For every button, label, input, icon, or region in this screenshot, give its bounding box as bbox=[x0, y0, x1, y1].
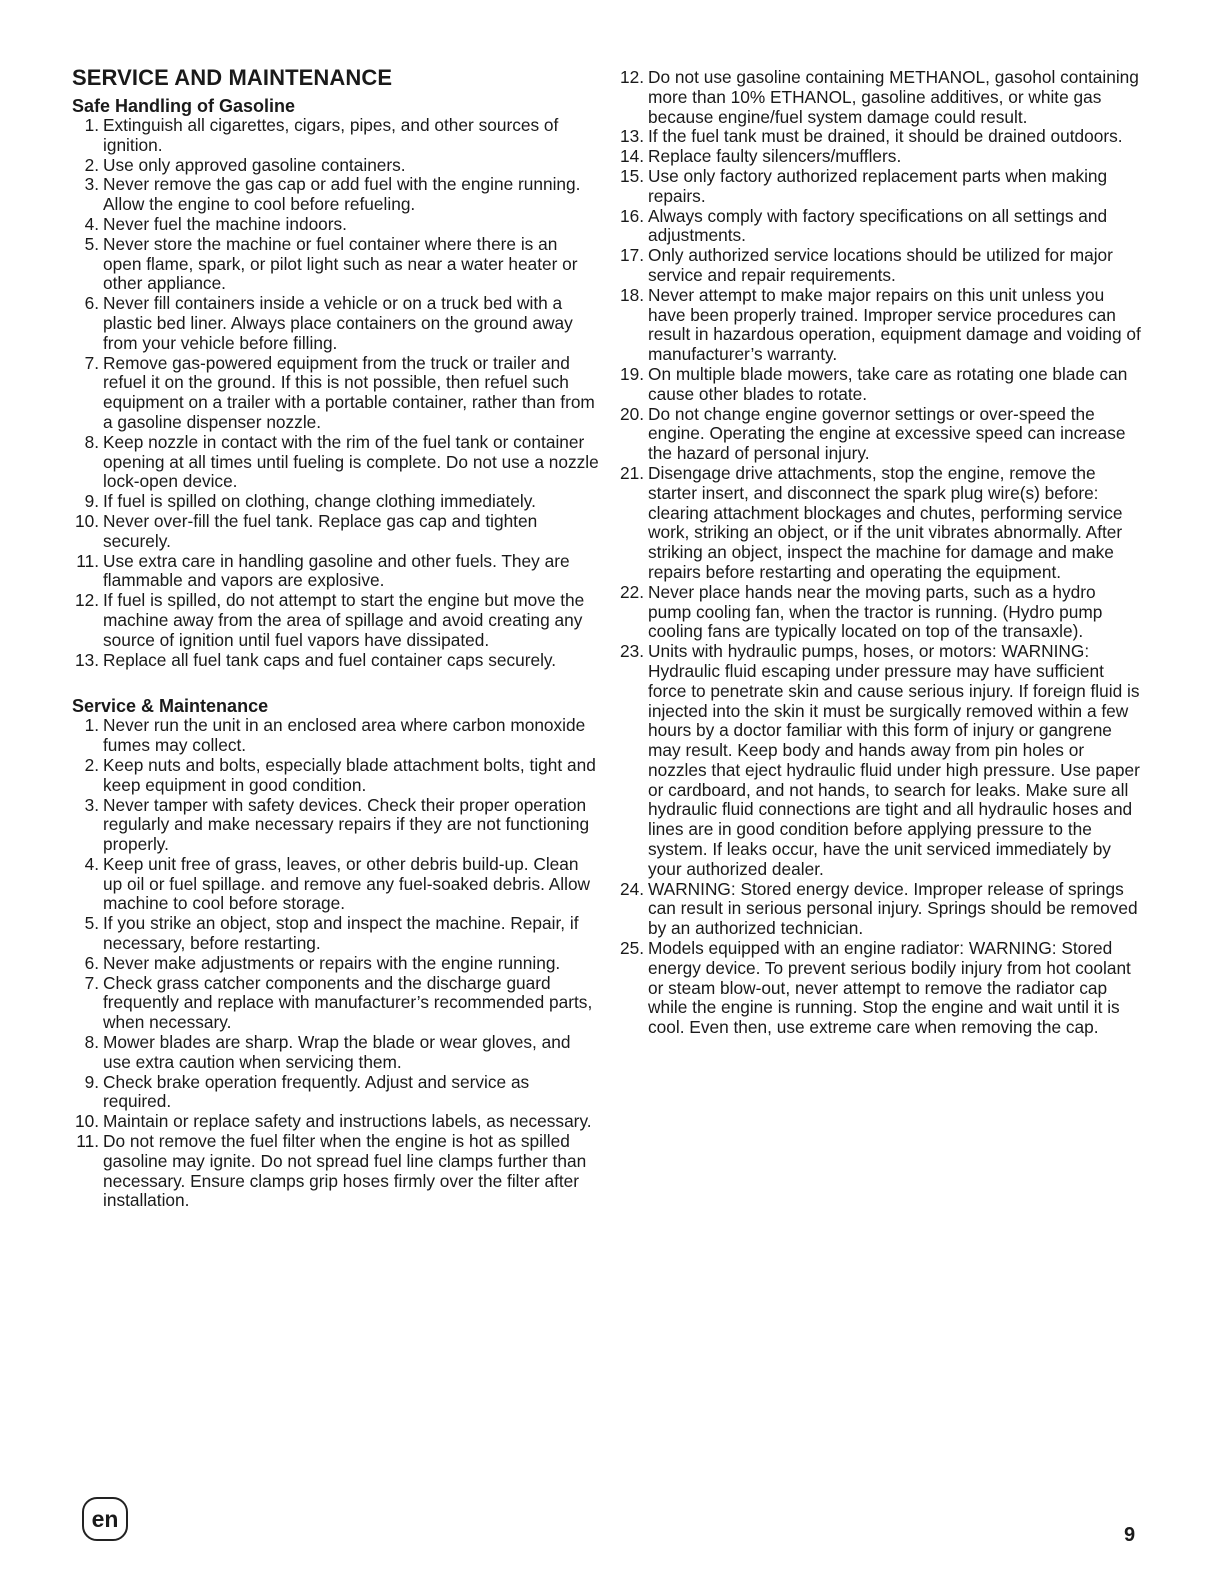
list-item bbox=[72, 215, 600, 235]
list-item bbox=[617, 583, 1142, 642]
list-item bbox=[617, 642, 1142, 880]
list-item bbox=[617, 127, 1142, 147]
list-item bbox=[617, 207, 1142, 247]
language-badge: en bbox=[82, 1497, 128, 1541]
item-text: Check grass catcher components and the discharge guard frequently and replace with manufacturer’s recommended parts, when necessary. bbox=[103, 972, 593, 1033]
list-item bbox=[72, 914, 600, 954]
item-number: 1. bbox=[84, 115, 99, 135]
page-number: 9 bbox=[1124, 1524, 1136, 1546]
item-number: 4. bbox=[84, 213, 99, 234]
item-number: 17. bbox=[619, 245, 644, 266]
item-text: Maintain or replace safety and instructions labels, as necessary. bbox=[103, 1111, 592, 1132]
item-number: 12. bbox=[619, 67, 644, 87]
list-item bbox=[72, 1112, 600, 1132]
item-text: Keep unit free of grass, leaves, or other debris build-up. Clean up oil or fuel spillage. and remove any fuel-soaked debris. Allow machine to cool before storage. bbox=[103, 853, 591, 914]
item-text: Use extra care in handling gasoline and other fuels. They are flammable and vapors are explosive. bbox=[103, 550, 570, 591]
item-text: Use only factory authorized replacement parts when making repairs. bbox=[648, 165, 1108, 206]
item-number: 14. bbox=[619, 146, 644, 167]
item-number: 20. bbox=[619, 403, 644, 424]
list-item bbox=[72, 796, 600, 855]
item-number: 9. bbox=[84, 491, 99, 512]
maintenance-list-continued bbox=[617, 68, 1142, 1038]
item-number: 2. bbox=[84, 754, 99, 775]
item-text: Always comply with factory specifications on all settings and adjustments. bbox=[648, 205, 1108, 246]
list-item bbox=[617, 167, 1142, 207]
left-column bbox=[72, 64, 600, 1211]
item-number: 13. bbox=[74, 649, 99, 670]
item-text: Never fill containers inside a vehicle or on a truck bed with a plastic bed liner. Always place containers on the ground away from your vehicle before filling. bbox=[103, 293, 573, 353]
item-number: 3. bbox=[84, 174, 99, 195]
item-number: 12. bbox=[74, 590, 99, 611]
item-number: 8. bbox=[84, 431, 99, 452]
item-text: Never store the machine or fuel container where there is an open flame, spark, or pilot light such as near a water heater or other appliance. bbox=[103, 233, 578, 294]
item-text: Disengage drive attachments, stop the engine, remove the starter insert, and disconnect the spark plug wire(s) before: clearing attachment blockages and chutes, performing service work, striking an object, or if the unit vibrates abnormally. After striking an object, inspect the machine for damage and make repairs before restarting and operating the equipment. bbox=[648, 462, 1123, 582]
item-text: If fuel is spilled, do not attempt to start the engine but move the machine away from the area of spillage and avoid creating any source of ignition until fuel vapors have dissipated. bbox=[103, 590, 585, 650]
list-item bbox=[617, 880, 1142, 939]
item-number: 22. bbox=[619, 581, 644, 602]
list-item bbox=[72, 512, 600, 552]
item-number: 15. bbox=[619, 165, 644, 186]
maintenance-list bbox=[72, 716, 600, 1211]
gasoline-heading: Safe Handling of Gasoline bbox=[72, 96, 296, 116]
item-number: 23. bbox=[619, 641, 644, 662]
item-text: Never make adjustments or repairs with the engine running. bbox=[103, 952, 561, 973]
item-text: Extinguish all cigarettes, cigars, pipes, and other sources of ignition. bbox=[103, 115, 559, 155]
item-number: 11. bbox=[76, 1131, 99, 1152]
item-number: 3. bbox=[84, 794, 99, 815]
item-text: Keep nuts and bolts, especially blade attachment bolts, tight and keep equipment in good condition. bbox=[103, 754, 596, 795]
item-number: 6. bbox=[84, 293, 99, 314]
item-number: 10. bbox=[74, 1111, 99, 1132]
list-item bbox=[72, 552, 600, 592]
item-text: Do not remove the fuel filter when the engine is hot as spilled gasoline may ignite. Do not spread fuel line clamps further than necessary. Ensure clamps grip hoses firmly over the filter after installation. bbox=[103, 1131, 587, 1211]
list-item bbox=[72, 651, 600, 671]
item-number: 19. bbox=[619, 363, 644, 384]
list-item bbox=[72, 716, 600, 756]
list-item bbox=[72, 855, 600, 914]
item-text: Keep nozzle in contact with the rim of the fuel tank or container opening at all times until fueling is complete. Do not use a nozzle lock-open device. bbox=[103, 431, 599, 492]
item-text: Replace all fuel tank caps and fuel container caps securely. bbox=[103, 649, 557, 670]
item-number: 7. bbox=[84, 972, 99, 993]
list-item bbox=[72, 354, 600, 433]
item-text: Mower blades are sharp. Wrap the blade or wear gloves, and use extra caution when servicing them. bbox=[103, 1032, 571, 1072]
item-number: 2. bbox=[84, 154, 99, 175]
item-number: 11. bbox=[76, 550, 99, 571]
list-item bbox=[72, 1132, 600, 1211]
list-item bbox=[72, 175, 600, 215]
item-text: Never place hands near the moving parts, such as a hydro pump cooling fan, when the tractor is running. (Hydro pump cooling fans are typically located on top of the transaxle). bbox=[648, 581, 1103, 642]
list-item bbox=[72, 433, 600, 492]
item-number: 16. bbox=[619, 205, 644, 226]
list-item bbox=[72, 492, 600, 512]
item-number: 7. bbox=[84, 352, 99, 373]
item-text: Do not use gasoline containing METHANOL, gasohol containing more than 10% ETHANOL, gasoline additives, or white gas because engine/fuel system damage could result. bbox=[648, 67, 1139, 127]
item-number: 21. bbox=[619, 462, 644, 483]
item-text: Never attempt to make major repairs on this unit unless you have been properly trained. Improper service procedures can result in hazardous operation, equipment damage and voiding of manufacturer’s warranty. bbox=[648, 284, 1141, 365]
list-item bbox=[72, 954, 600, 974]
item-number: 4. bbox=[84, 853, 99, 874]
item-number: 5. bbox=[84, 233, 99, 254]
list-item bbox=[72, 591, 600, 650]
item-number: 5. bbox=[84, 913, 99, 934]
item-text: Never run the unit in an enclosed area where carbon monoxide fumes may collect. bbox=[103, 715, 586, 756]
maintenance-heading: Service & Maintenance bbox=[72, 696, 269, 717]
item-number: 13. bbox=[619, 126, 644, 147]
list-item bbox=[72, 756, 600, 796]
list-item bbox=[72, 235, 600, 294]
item-text: WARNING: Stored energy device. Improper release of springs can result in serious personal injury. Springs should be removed by an authorized technician. bbox=[648, 878, 1138, 939]
list-item bbox=[617, 147, 1142, 167]
item-text: If fuel is spilled on clothing, change clothing immediately. bbox=[103, 491, 536, 512]
item-text: Never fuel the machine indoors. bbox=[103, 213, 347, 234]
right-column bbox=[617, 68, 1142, 1038]
item-number: 18. bbox=[619, 284, 644, 305]
list-item bbox=[617, 246, 1142, 286]
item-text: Never remove the gas cap or add fuel with the engine running. Allow the engine to cool before refueling. bbox=[103, 174, 581, 215]
list-item bbox=[617, 405, 1142, 464]
list-item bbox=[617, 68, 1142, 127]
item-number: 8. bbox=[84, 1032, 99, 1053]
item-number: 6. bbox=[84, 952, 99, 973]
item-number: 24. bbox=[619, 878, 644, 899]
gasoline-list bbox=[72, 116, 600, 670]
list-item bbox=[617, 939, 1142, 1038]
list-item bbox=[72, 974, 600, 1033]
list-item bbox=[72, 294, 600, 353]
list-item bbox=[72, 156, 600, 176]
item-text: Units with hydraulic pumps, hoses, or motors: WARNING: Hydraulic fluid escaping under pressure may have sufficient force to penetrate skin and cause serious injury. If foreign fluid is injected into the skin it must be surgically removed within a few hours by a doctor familiar with this form of injury or gangrene may result. Keep body and hands away from pin holes or nozzles that eject hydraulic fluid under high pressure. Use paper or cardboard, and not hands, to search for leaks. Make sure all hydraulic fluid connections are tight and all hydraulic hoses and lines are in good condition before applying pressure to the system. If leaks occur, have the unit serviced immediately by your authorized dealer. bbox=[648, 641, 1140, 879]
item-number: 1. bbox=[84, 715, 99, 736]
item-number: 10. bbox=[74, 510, 99, 531]
item-text: Do not change engine governor settings or over-speed the engine. Operating the engine at excessive speed can increase the hazard of personal injury. bbox=[648, 403, 1126, 464]
section-title: SERVICE AND MAINTENANCE bbox=[72, 65, 393, 90]
item-number: 25. bbox=[619, 938, 644, 959]
item-text: Replace faulty silencers/mufflers. bbox=[648, 146, 902, 167]
item-text: On multiple blade mowers, take care as rotating one blade can cause other blades to rotate. bbox=[648, 363, 1128, 404]
list-item bbox=[617, 464, 1142, 583]
item-text: If the fuel tank must be drained, it should be drained outdoors. bbox=[648, 126, 1123, 147]
item-text: If you strike an object, stop and inspect the machine. Repair, if necessary, before restarting. bbox=[103, 913, 579, 954]
item-text: Only authorized service locations should be utilized for major service and repair requirements. bbox=[648, 245, 1113, 285]
item-text: Never over-fill the fuel tank. Replace gas cap and tighten securely. bbox=[103, 510, 538, 551]
list-item bbox=[72, 1033, 600, 1073]
list-item bbox=[617, 365, 1142, 405]
list-item bbox=[617, 286, 1142, 365]
item-text: Use only approved gasoline containers. bbox=[103, 154, 406, 175]
list-item bbox=[72, 116, 600, 156]
item-text: Remove gas-powered equipment from the truck or trailer and refuel it on the ground. If this is not possible, then refuel such equipment on a trailer with a portable container, rather than from a gasoline dispenser nozzle. bbox=[103, 352, 595, 432]
item-text: Never tamper with safety devices. Check their proper operation regularly and make necessary repairs if they are not functioning properly. bbox=[103, 794, 590, 855]
list-item bbox=[72, 1073, 600, 1113]
item-text: Models equipped with an engine radiator: WARNING: Stored energy device. To prevent serious bodily injury from hot coolant or steam blow-out, never attempt to remove the radiator cap while the engine is running. Stop the engine and wait until it is cool. Even then, use extreme care when removing the cap. bbox=[648, 938, 1131, 1038]
item-number: 9. bbox=[84, 1071, 99, 1092]
item-text: Check brake operation frequently. Adjust and service as required. bbox=[103, 1071, 530, 1112]
